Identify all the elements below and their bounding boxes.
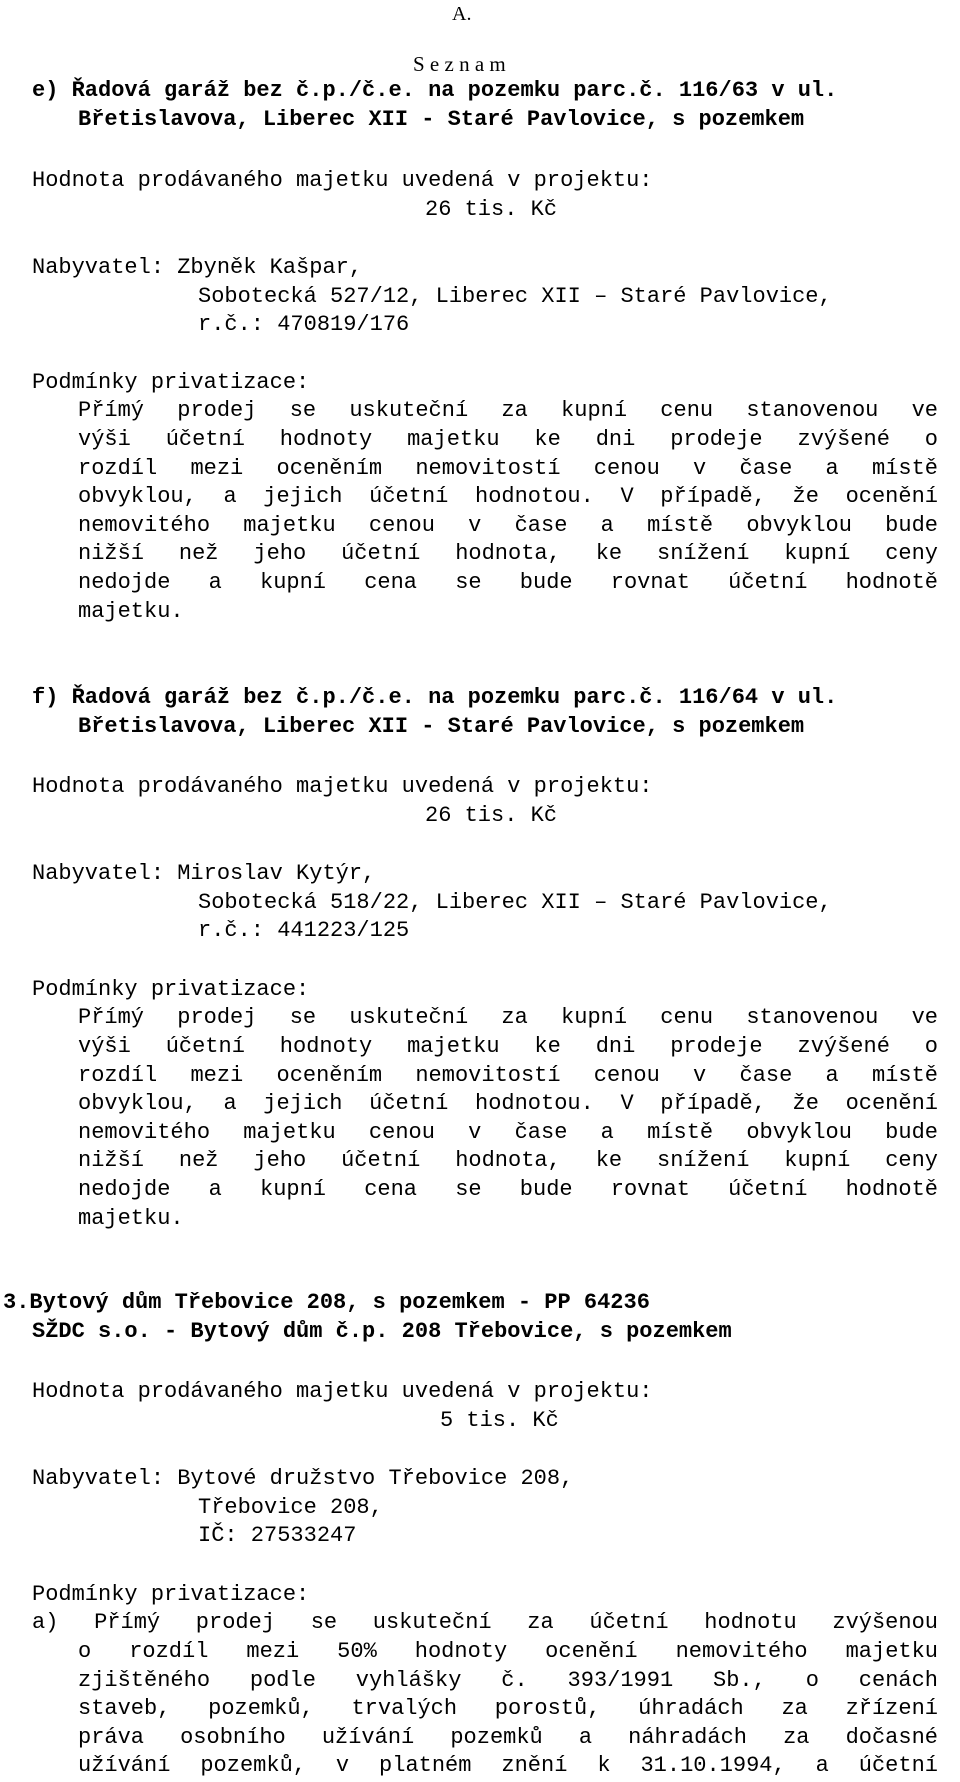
item-f-heading-continued: Břetislavova, Liberec XII - Staré Pavlovice, s pozemkem bbox=[78, 714, 805, 739]
item-3-value-label: Hodnota prodávaného majetku uvedená v projektu: bbox=[32, 1379, 653, 1404]
condition-line: nemovitého majetku cenou v čase a místě obvyklou bude bbox=[78, 1120, 938, 1145]
item-3-heading: 3.Bytový dům Třebovice 208, s pozemkem - PP 64236 bbox=[3, 1290, 650, 1315]
condition-line: výši účetní hodnoty majetku ke dni prodeje zvýšené o bbox=[78, 1034, 938, 1059]
condition-line: nedojde a kupní cena se bude rovnat účetní hodnotě bbox=[78, 570, 938, 595]
condition-line: nižší než jeho účetní hodnota, ke snížení kupní ceny bbox=[78, 541, 938, 566]
condition-line: o rozdíl mezi 50% hodnoty ocenění nemovitého majetku bbox=[78, 1639, 938, 1664]
condition-line: nižší než jeho účetní hodnota, ke snížení kupní ceny bbox=[78, 1148, 938, 1173]
page-letter: A. bbox=[452, 3, 472, 25]
condition-line: výši účetní hodnoty majetku ke dni prodeje zvýšené o bbox=[78, 427, 938, 452]
condition-line: Přímý prodej se uskuteční za kupní cenu stanovenou ve bbox=[78, 1005, 938, 1030]
item-f-value: 26 tis. Kč bbox=[425, 803, 558, 828]
condition-line: majetku. bbox=[78, 599, 184, 624]
item-f-conditions-label: Podmínky privatizace: bbox=[32, 977, 310, 1002]
condition-line: zjištěného podle vyhlášky č. 393/1991 Sb., o cenách bbox=[78, 1668, 938, 1693]
item-e-conditions-label: Podmínky privatizace: bbox=[32, 370, 310, 395]
item-e-heading: e) Řadová garáž bez č.p./č.e. na pozemku parc.č. 116/63 v ul. bbox=[32, 78, 838, 103]
condition-line: práva osobního užívání pozemků a náhradách za dočasné bbox=[78, 1725, 938, 1750]
condition-line: majetku. bbox=[78, 1206, 184, 1231]
item-f-value-label: Hodnota prodávaného majetku uvedená v projektu: bbox=[32, 774, 653, 799]
item-f-buyer-id: r.č.: 441223/125 bbox=[198, 918, 410, 943]
condition-line: Přímý prodej se uskuteční za kupní cenu stanovenou ve bbox=[78, 398, 938, 423]
condition-line: rozdíl mezi oceněním nemovitostí cenou v čase a místě bbox=[78, 456, 938, 481]
item-e-heading-continued: Břetislavova, Liberec XII - Staré Pavlovice, s pozemkem bbox=[78, 107, 805, 132]
condition-line: nedojde a kupní cena se bude rovnat účetní hodnotě bbox=[78, 1177, 938, 1202]
item-3-buyer-label: Nabyvatel: Bytové družstvo Třebovice 208, bbox=[32, 1466, 574, 1491]
item-e-buyer-id: r.č.: 470819/176 bbox=[198, 312, 410, 337]
condition-line: rozdíl mezi oceněním nemovitostí cenou v čase a místě bbox=[78, 1063, 938, 1088]
item-e-value: 26 tis. Kč bbox=[425, 197, 558, 222]
item-3-heading-continued: SŽDC s.o. - Bytový dům č.p. 208 Třebovice, s pozemkem bbox=[32, 1319, 732, 1344]
condition-line: a) Přímý prodej se uskuteční za účetní hodnotu zvýšenou bbox=[32, 1610, 938, 1635]
item-3-buyer-address: Třebovice 208, bbox=[198, 1495, 383, 1520]
condition-line: obvyklou, a jejich účetní hodnotou. V případě, že ocenění bbox=[78, 484, 938, 509]
item-f-heading: f) Řadová garáž bez č.p./č.e. na pozemku parc.č. 116/64 v ul. bbox=[32, 685, 838, 710]
item-3-conditions-label: Podmínky privatizace: bbox=[32, 1582, 310, 1607]
item-e-buyer-label: Nabyvatel: Zbyněk Kašpar, bbox=[32, 255, 363, 280]
item-f-buyer-label: Nabyvatel: Miroslav Kytýr, bbox=[32, 861, 376, 886]
condition-line: nemovitého majetku cenou v čase a místě obvyklou bude bbox=[78, 513, 938, 538]
item-e-value-label: Hodnota prodávaného majetku uvedená v projektu: bbox=[32, 168, 653, 193]
item-3-buyer-id: IČ: 27533247 bbox=[198, 1523, 357, 1548]
item-f-buyer-address: Sobotecká 518/22, Liberec XII – Staré Pavlovice, bbox=[198, 890, 832, 915]
condition-line: užívání pozemků, v platném znění k 31.10.1994, a účetní bbox=[78, 1753, 938, 1778]
document-title: S e z n a m bbox=[413, 52, 506, 76]
item-3-value: 5 tis. Kč bbox=[440, 1408, 559, 1433]
condition-line: obvyklou, a jejich účetní hodnotou. V případě, že ocenění bbox=[78, 1091, 938, 1116]
item-e-buyer-address: Sobotecká 527/12, Liberec XII – Staré Pavlovice, bbox=[198, 284, 832, 309]
condition-line: staveb, pozemků, trvalých porostů, úhradách za zřízení bbox=[78, 1696, 938, 1721]
